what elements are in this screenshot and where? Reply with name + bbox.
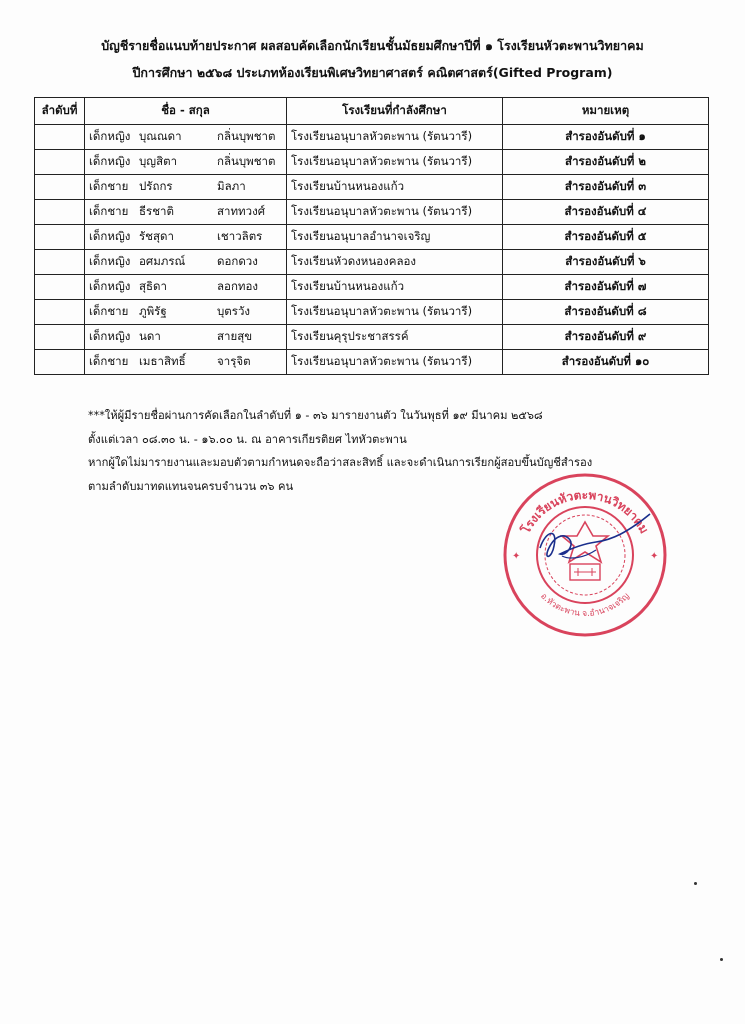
scan-speck — [694, 882, 697, 885]
name-cell — [85, 250, 287, 275]
last-name: ดอกดวง — [217, 254, 258, 268]
name-cell — [85, 350, 287, 375]
rank-cell — [35, 275, 85, 300]
note-cell: สำรองอันดับที่ ๓ — [503, 175, 709, 200]
reserve-list-table — [34, 97, 709, 375]
last-name: จารุจิต — [217, 354, 251, 368]
first-name: ธีรชาติ — [139, 204, 174, 218]
school-cell: โรงเรียนอนุบาลหัวตะพาน (รัตนวารี) — [287, 350, 503, 375]
note-cell: สำรองอันดับที่ ๖ — [503, 250, 709, 275]
name-prefix: เด็กหญิง — [89, 254, 131, 268]
note-cell: สำรองอันดับที่ ๙ — [503, 325, 709, 350]
first-name: บุญสิตา — [139, 154, 178, 168]
first-name: รัชสุดา — [139, 229, 174, 243]
last-name: ลอกทอง — [217, 279, 259, 293]
school-cell: โรงเรียนอนุบาลหัวตะพาน (รัตนวารี) — [287, 125, 503, 150]
school-cell: โรงเรียนบ้านหนองแก้ว — [287, 275, 503, 300]
table-row — [35, 250, 709, 275]
rank-cell — [35, 350, 85, 375]
name-cell — [85, 325, 287, 350]
rank-cell — [35, 225, 85, 250]
last-name: สายสุข — [217, 329, 253, 343]
instruction-line: ***ให้ผู้มีรายชื่อผ่านการคัดเลือกในลำดับที่ ๑ - ๓๖ มารายงานตัว ในวันพุธที่ ๑๙ มีนาคม ๒๕๖๘ — [88, 409, 543, 422]
name-cell — [85, 150, 287, 175]
school-cell: โรงเรียนอนุบาลหัวตะพาน (รัตนวารี) — [287, 150, 503, 175]
note-cell: สำรองอันดับที่ ๒ — [503, 150, 709, 175]
rank-cell — [35, 325, 85, 350]
name-prefix: เด็กชาย — [89, 354, 129, 368]
name-cell — [85, 200, 287, 225]
document-subtitle: ปีการศึกษา ๒๕๖๘ ประเภทห้องเรียนพิเศษวิทยาศาสตร์ คณิตศาสตร์(Gifted Program) — [132, 65, 613, 80]
rank-cell — [35, 125, 85, 150]
name-prefix: เด็กหญิง — [89, 154, 131, 168]
table-row — [35, 300, 709, 325]
header-rank: ลำดับที่ — [35, 98, 85, 125]
instruction-line: หากผู้ใดไม่มารายงานและมอบตัวตามกำหนดจะถือว่าสละสิทธิ์ และจะดำเนินการเรียกผู้สอบขึ้นบัญชีสำรอง — [88, 456, 593, 469]
name-prefix: เด็กชาย — [89, 179, 129, 193]
note-cell: สำรองอันดับที่ ๘ — [503, 300, 709, 325]
table-header-row — [35, 98, 709, 125]
name-prefix: เด็กหญิง — [89, 279, 131, 293]
instruction-line: ตามลำดับมาทดแทนจนครบจำนวน ๓๖ คน — [88, 479, 294, 493]
note-cell: สำรองอันดับที่ ๑ — [503, 125, 709, 150]
header-note: หมายเหตุ — [503, 98, 709, 125]
school-cell: โรงเรียนอนุบาลหัวตะพาน (รัตนวารี) — [287, 200, 503, 225]
school-cell: โรงเรียนคุรุประชาสรรค์ — [287, 325, 503, 350]
school-seal-stamp — [500, 470, 670, 640]
name-prefix: เด็กชาย — [89, 304, 129, 318]
last-name: กลิ่นบุพชาต — [217, 154, 276, 168]
first-name: เมธาสิทธิ์ — [139, 354, 186, 368]
name-prefix: เด็กชาย — [89, 204, 129, 218]
seal-bottom-text: อ.หัวตะพาน จ.อำนาจเจริญ — [538, 591, 632, 620]
instruction-line: ตั้งแต่เวลา ๐๘.๓๐ น. - ๑๖.๐๐ น. ณ อาคารเกียรติยศ ไทหัวตะพาน — [88, 432, 407, 446]
name-prefix: เด็กหญิง — [89, 229, 131, 243]
school-cell: โรงเรียนบ้านหนองแก้ว — [287, 175, 503, 200]
last-name: กลิ่นบุพชาต — [217, 129, 276, 143]
seal-graphic — [500, 470, 670, 640]
header-name: ชื่อ - สกุล — [85, 98, 287, 125]
rank-cell — [35, 250, 85, 275]
rank-cell — [35, 150, 85, 175]
seal-top-text: โรงเรียนหัวตะพานวิทยาคม — [518, 487, 652, 536]
header-school: โรงเรียนที่กำลังศึกษา — [287, 98, 503, 125]
name-cell — [85, 225, 287, 250]
table-body — [35, 125, 709, 375]
first-name: นดา — [139, 329, 161, 343]
table-row — [35, 225, 709, 250]
document-title: บัญชีรายชื่อแนบท้ายประกาศ ผลสอบคัดเลือกนักเรียนชั้นมัธยมศึกษาปีที่ ๑ โรงเรียนหัวตะพานวิทยาคม — [101, 38, 644, 53]
first-name: สุธิดา — [139, 279, 167, 293]
table-row — [35, 200, 709, 225]
svg-text:✦: ✦ — [512, 551, 521, 562]
table-row — [35, 125, 709, 150]
note-cell: สำรองอันดับที่ ๑๐ — [503, 350, 709, 375]
name-prefix: เด็กหญิง — [89, 129, 131, 143]
table-row — [35, 325, 709, 350]
name-cell — [85, 175, 287, 200]
rank-cell — [35, 300, 85, 325]
table-row — [35, 175, 709, 200]
last-name: สาททวงศ์ — [217, 204, 266, 218]
name-cell — [85, 275, 287, 300]
note-cell: สำรองอันดับที่ ๔ — [503, 200, 709, 225]
first-name: ปรัถกร — [139, 179, 173, 193]
school-cell: โรงเรียนหัวดงหนองคลอง — [287, 250, 503, 275]
scan-speck — [720, 958, 723, 961]
first-name: อศมภรณ์ — [139, 254, 186, 268]
last-name: บุตรวัง — [217, 304, 251, 318]
table-row — [35, 350, 709, 375]
last-name: เชาวลิตร — [217, 229, 263, 243]
table-row — [35, 150, 709, 175]
svg-text:✦: ✦ — [650, 551, 659, 562]
note-cell: สำรองอันดับที่ ๗ — [503, 275, 709, 300]
note-cell: สำรองอันดับที่ ๕ — [503, 225, 709, 250]
name-cell — [85, 125, 287, 150]
rank-cell — [35, 200, 85, 225]
first-name: บุณณดา — [139, 129, 182, 143]
school-cell: โรงเรียนอนุบาลอำนาจเจริญ — [287, 225, 503, 250]
table-row — [35, 275, 709, 300]
rank-cell — [35, 175, 85, 200]
name-cell — [85, 300, 287, 325]
school-cell: โรงเรียนอนุบาลหัวตะพาน (รัตนวารี) — [287, 300, 503, 325]
last-name: มิลภา — [217, 179, 246, 193]
name-prefix: เด็กหญิง — [89, 329, 131, 343]
first-name: ภูพิรัฐ — [139, 304, 167, 318]
